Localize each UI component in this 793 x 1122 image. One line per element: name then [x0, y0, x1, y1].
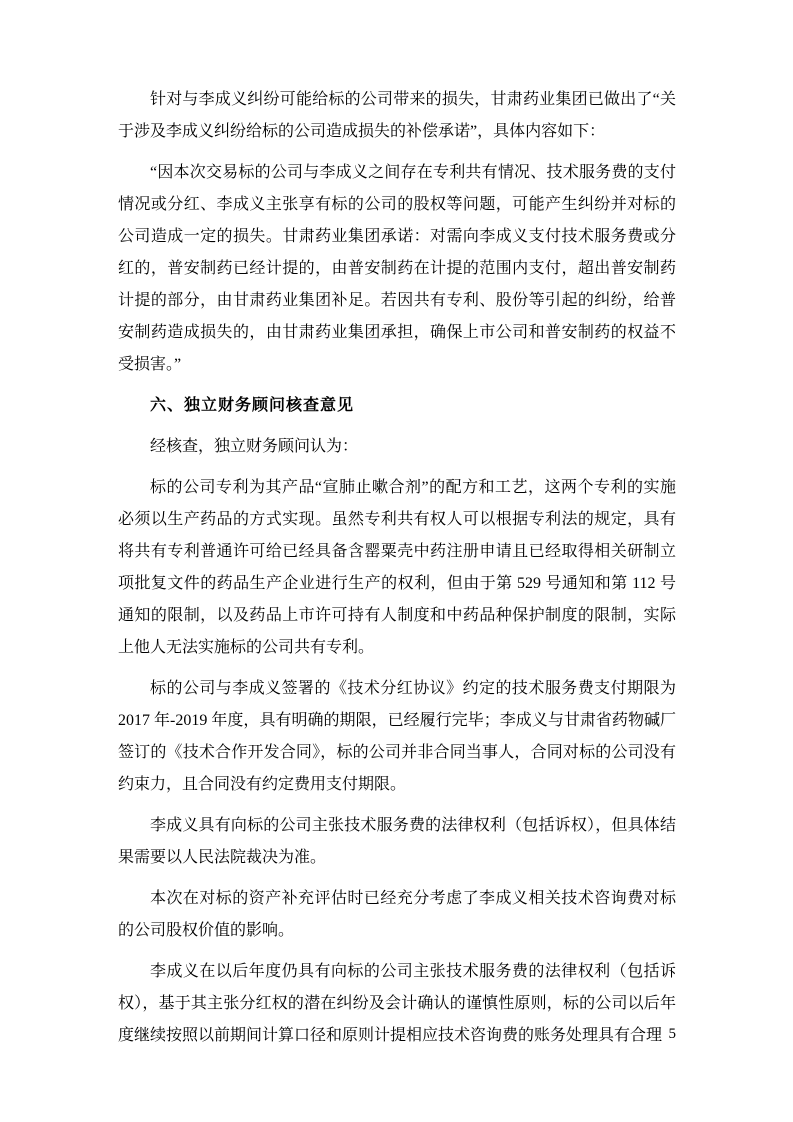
page-number: 5 — [668, 1026, 676, 1042]
paragraph-agreement-terms: 标的公司与李成义签署的《技术分红协议》约定的技术服务费支付期限为 2017 年-2019 年度，具有明确的期限，已经履行完毕；李成义与甘肃省药物碱厂签订的《技术合作开发合同》，标的公司并非合同当事人，合同对标的公司没有约束力，且合同没有约定费用支付期限。 — [118, 680, 676, 793]
paragraph-commitment-quote: “因本次交易标的公司与李成义之间存在专利共有情况、技术服务费的支付情况或分红、李成义主张享有标的公司的股权等问题，可能产生纠纷并对标的公司造成一定的损失。甘肃药业集团承诺：对需向李成义支付技术服务费或分红的，普安制药已经计提的，由普安制药在计提的范围内支付，超出普安制药计提的部分，由甘肃药业集团补足。若因共有专利、股份等引起的纠纷，给普安制药造成损失的，由甘肃药业集团承担，确保上市公司和普安制药的权益不受损害。” — [118, 164, 676, 373]
paragraph-future-accrual: 李成义在以后年度仍具有向标的公司主张技术服务费的法律权利（包括诉权），基于其主张分红权的潜在纠纷及会计确认的谨慎性原则，标的公司以后年度继续按照以前期间计算口径和原则计提相应技术咨询费的账务处理具有合理 — [118, 963, 676, 1044]
paragraph-legal-right: 李成义具有向标的公司主张技术服务费的法律权利（包括诉权），但具体结果需要以人民法院裁决为准。 — [118, 817, 676, 866]
paragraph-valuation-consideration: 本次在对标的资产补充评估时已经充分考虑了李成义相关技术咨询费对标的公司股权价值的影响。 — [118, 890, 676, 939]
page-footer — [118, 1024, 676, 1044]
paragraph-compensation-intro: 针对与李成义纠纷可能给标的公司带来的损失，甘肃药业集团已做出了“关于涉及李成义纠纷给标的公司造成损失的补偿承诺”，具体内容如下： — [118, 91, 676, 140]
section-heading-independent-advisor-opinion: 六、独立财务顾问核查意见 — [150, 397, 355, 414]
paragraph-review-intro: 经核查，独立财务顾问认为： — [150, 438, 359, 455]
document-body — [118, 0, 676, 1061]
paragraph-patent-implementation: 标的公司专利为其产品“宣肺止嗽合剂”的配方和工艺，这两个专利的实施必须以生产药品的方式实现。虽然专利共有权人可以根据专利法的规定，具有将共有专利普通许可给已经具备含罂粟壳中药注册申请且已经取得相关研制立项批复文件的药品生产企业进行生产的权利，但由于第 529 号通知和第 112 号通知的限制，以及药品上市许可持有人制度和中药品种保护制度的限制，实际上他人无法实施标的公司共有专利。 — [118, 479, 676, 656]
